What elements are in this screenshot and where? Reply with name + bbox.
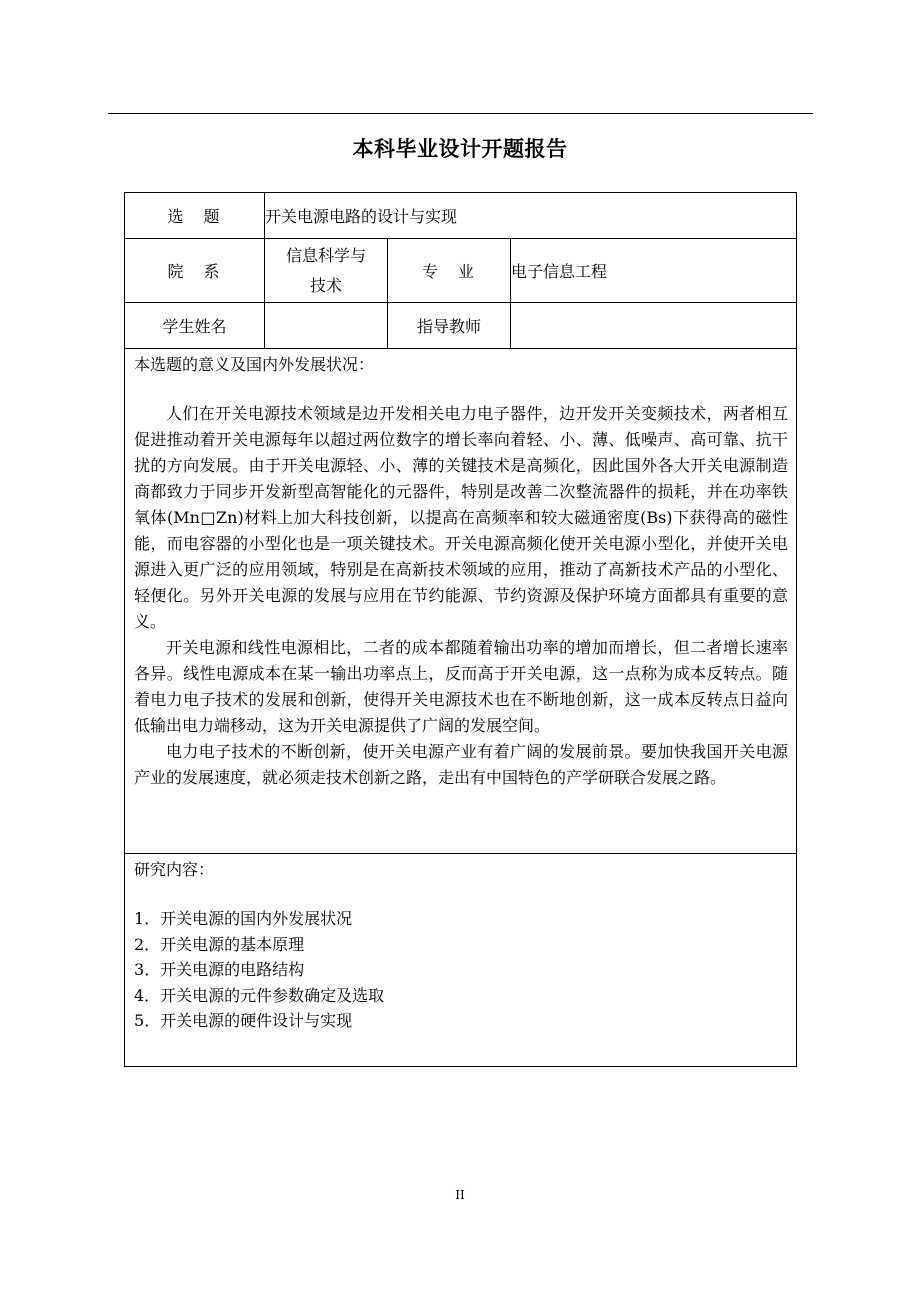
- list-item: 2．开关电源的基本原理: [134, 934, 305, 954]
- list-item: 1．开关电源的国内外发展状况: [134, 909, 353, 928]
- list-item: 3．开关电源的电路结构: [134, 960, 305, 979]
- research-heading: 研究内容：: [134, 860, 215, 879]
- student-row: [125, 303, 797, 349]
- student-value: [265, 303, 388, 349]
- advisor-value: [511, 303, 797, 349]
- significance-row: [125, 349, 797, 854]
- significance-section: [125, 349, 797, 854]
- topic-row: [125, 193, 797, 239]
- header-rule: [108, 113, 813, 114]
- document-title: 本科毕业设计开题报告: [352, 137, 568, 161]
- topic-value: 开关电源电路的设计与实现: [265, 193, 797, 239]
- research-row: [125, 854, 797, 1067]
- list-item: 5．开关电源的硬件设计与实现: [134, 1011, 353, 1030]
- major-label: 专 业: [388, 239, 511, 303]
- list-item: 4．开关电源的元件参数确定及选取: [134, 985, 385, 1005]
- dept-label: 院 系: [125, 239, 265, 303]
- page-number: II: [455, 1188, 465, 1202]
- significance-paragraph: 电力电子技术的不断创新，使开关电源产业有着广阔的发展前景。要加快我国开关电源产业的发展速度，就必须走技术创新之路，走出有中国特色的产学研联合发展之路。: [134, 742, 789, 787]
- dept-value: 信息科学与技术: [265, 239, 388, 303]
- significance-paragraph: 开关电源和线性电源相比，二者的成本都随着输出功率的增加而增长，但二者增长速率各异。线性电源成本在某一输出功率点上，反而高于开关电源，这一点称为成本反转点。随着电力电子技术的发展和创新，使得开关电源技术也在不断地创新，这一成本反转点日益向低输出电力端移动，这为开关电源提供了广阔的发展空间。: [134, 638, 789, 735]
- research-section: [125, 854, 797, 1067]
- proposal-table: [124, 192, 797, 1067]
- major-value: 电子信息工程: [511, 239, 797, 303]
- significance-paragraph: 人们在开关电源技术领域是边开发相关电力电子器件，边开发开关变频技术，两者相互促进推动着开关电源每年以超过两位数字的增长率向着轻、小、薄、低噪声、高可靠、抗干扰的方向发展。由于开关电源轻、小、薄的关键技术是高频化，因此国外各大开关电源制造商都致力于同步开发新型高智能化的元器件，特别是改善二次整流器件的损耗，并在功率铁氧体(Mn□Zn)材料上加大科技创新，以提高在高频率和较大磁通密度(Bs)下获得高的磁性能，而电容器的小型化也是一项关键技术。开关电源高频化使开关电源小型化，并使开关电源进入更广泛的应用领域，特别是在高新技术领域的应用，推动了高新技术产品的小型化、轻便化。另外开关电源的发展与应用在节约能源、节约资源及保护环境方面都具有重要的意义。: [134, 404, 789, 631]
- research-list: [134, 906, 788, 1034]
- significance-heading: 本选题的意义及国内外发展状况：: [134, 355, 375, 374]
- advisor-label: 指导教师: [388, 303, 511, 349]
- topic-label: 选 题: [125, 193, 265, 239]
- student-label: 学生姓名: [125, 303, 265, 349]
- dept-row: [125, 239, 797, 303]
